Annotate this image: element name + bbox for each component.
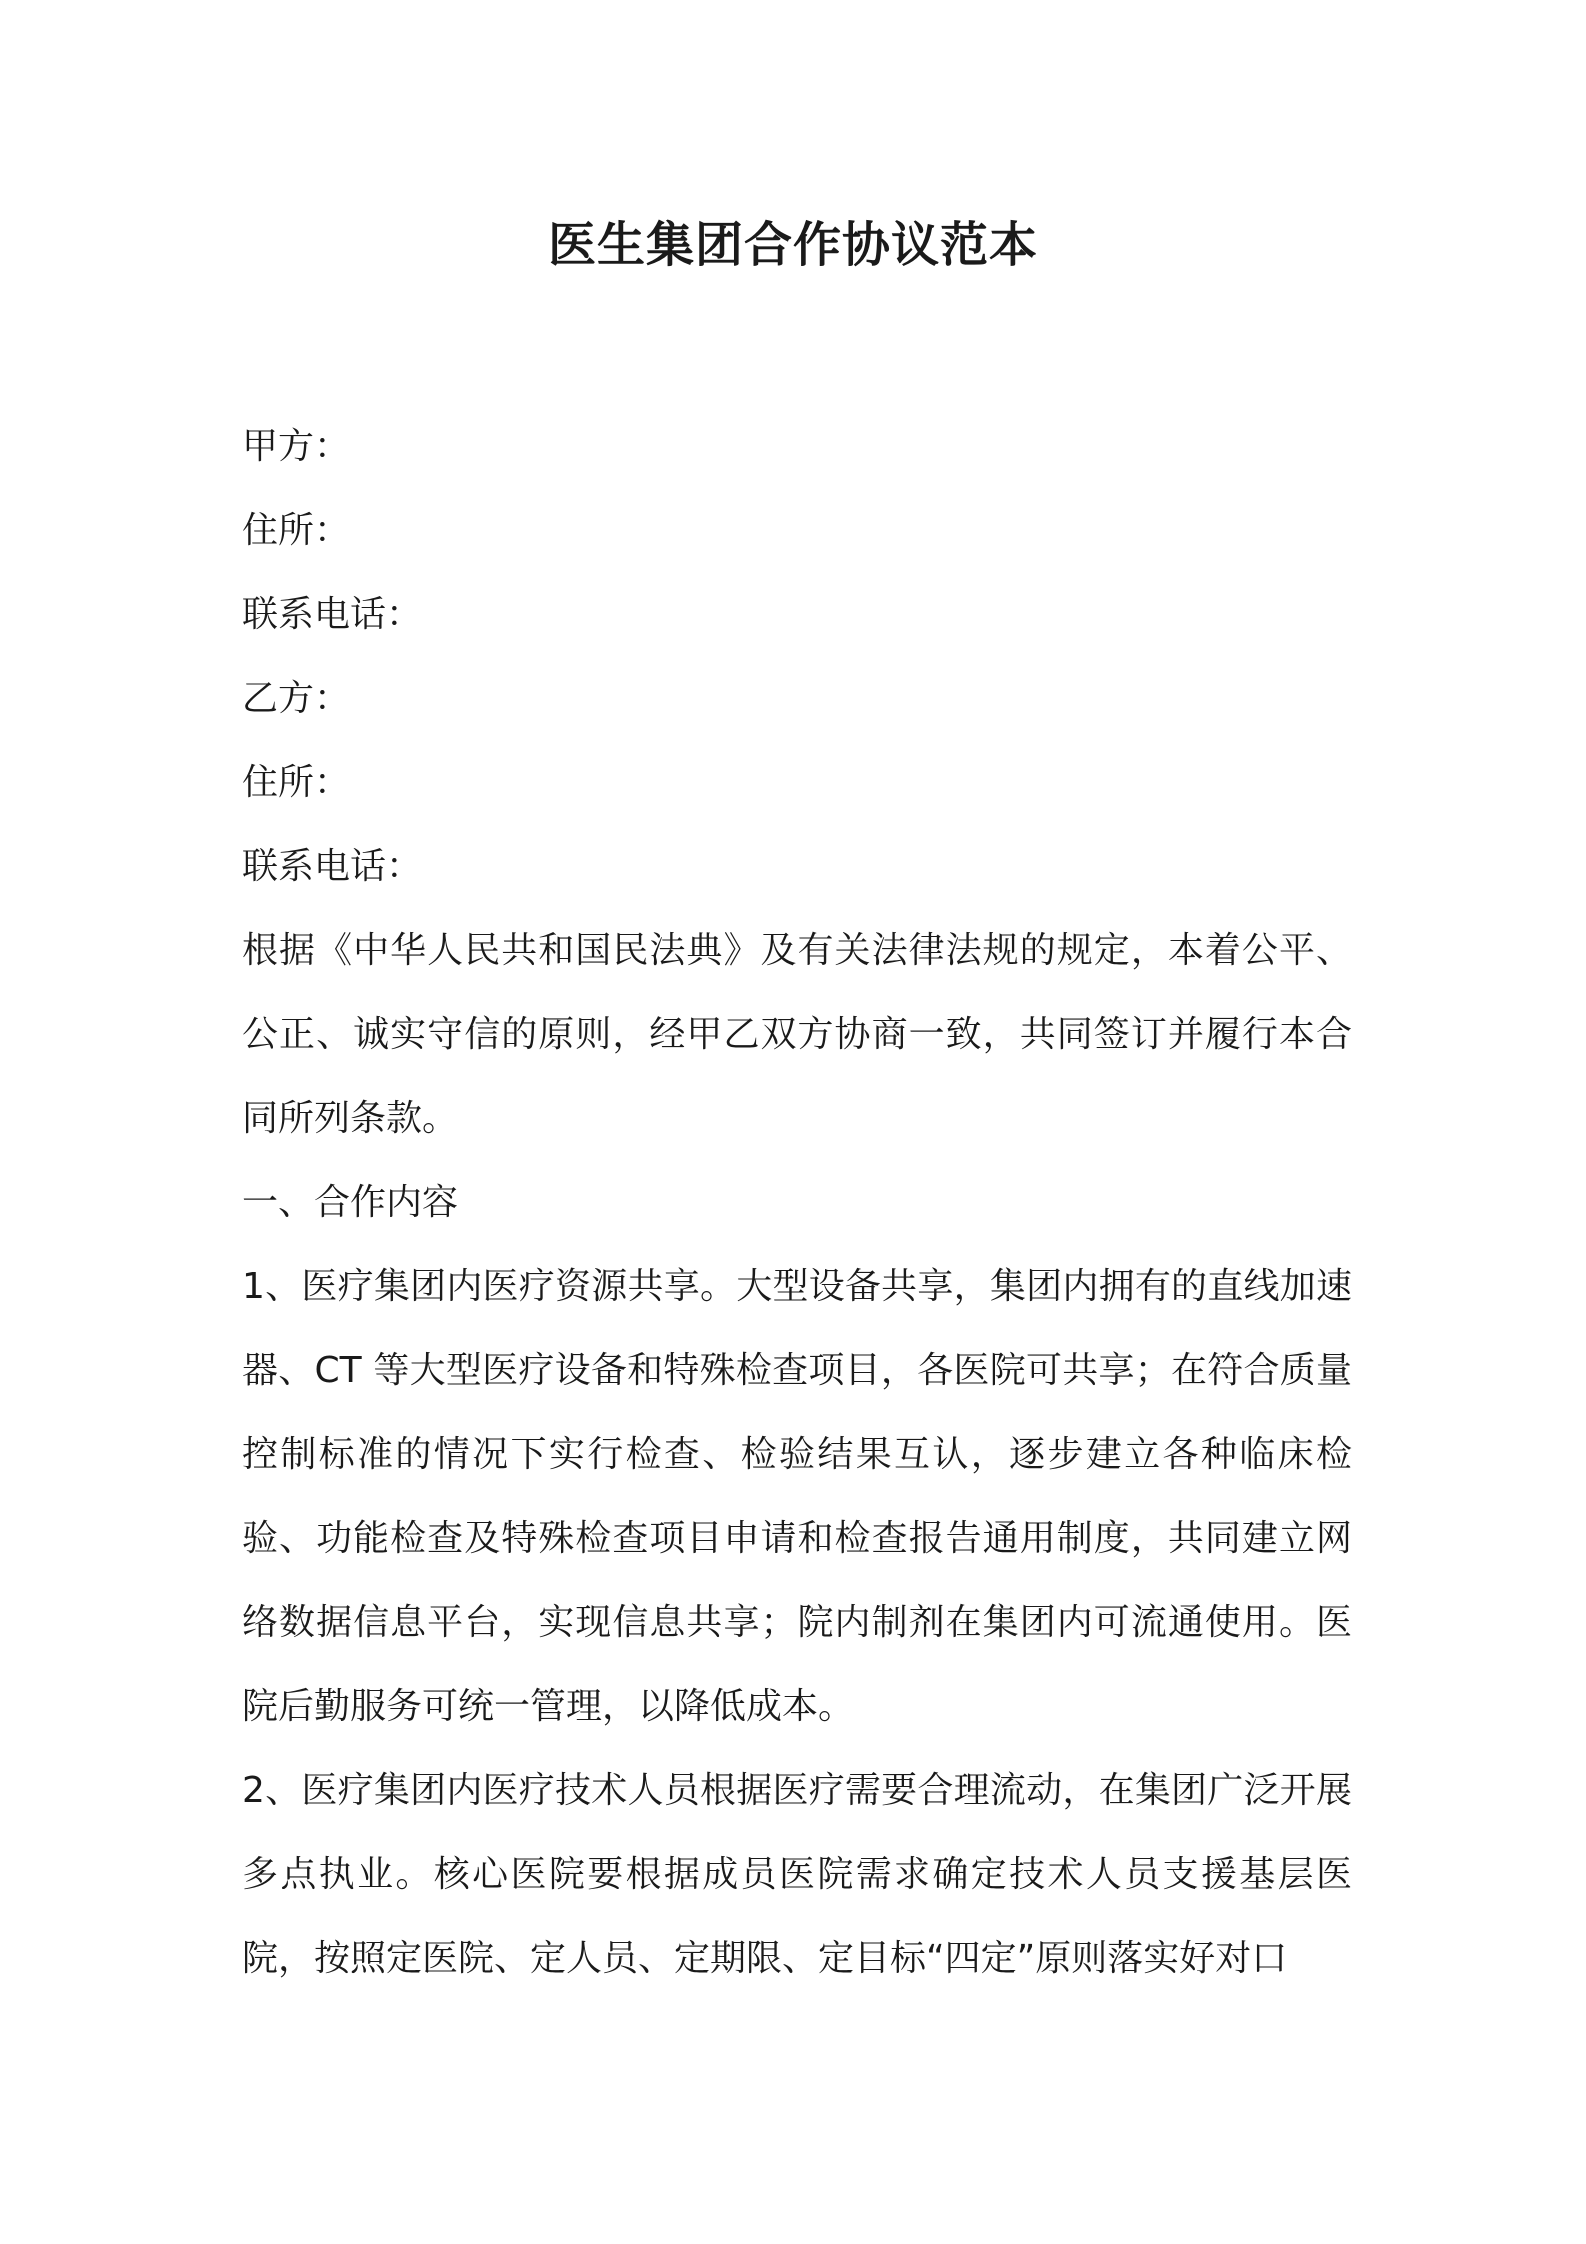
party-a-phone-label: 联系电话：: [242, 594, 423, 635]
party-b-phone-label: 联系电话：: [242, 846, 423, 887]
document-body: [242, 405, 1352, 2001]
party-b-address-label: 住所：: [242, 762, 351, 803]
section-heading-cooperation: 一、合作内容: [242, 1182, 459, 1223]
clause-1-paragraph: 1、医疗集团内医疗资源共享。大型设备共享，集团内拥有的直线加速器、CT 等大型医疗设备和特殊检查项目，各医院可共享；在符合质量控制标准的情况下实行检查、检验结果互认，逐步建立各种临床检验、功能检查及特殊检查项目申请和检查报告通用制度，共同建立网络数据信息平台，实现信息共享；院内制剂在集团内可流通使用。医院后勤服务可统一管理，以降低成本。: [242, 1266, 1352, 1727]
party-b-label: 乙方：: [242, 678, 351, 719]
preamble-paragraph: 根据《中华人民共和国民法典》及有关法律法规的规定，本着公平、公正、诚实守信的原则，经甲乙双方协商一致，共同签订并履行本合同所列条款。: [242, 930, 1352, 1139]
party-a-label: 甲方：: [242, 426, 351, 467]
party-a-address-label: 住所：: [242, 510, 351, 551]
clause-2-paragraph: 2、医疗集团内医疗技术人员根据医疗需要合理流动，在集团广泛开展多点执业。核心医院要根据成员医院需求确定技术人员支援基层医院，按照定医院、定人员、定期限、定目标“四定”原则落实好对口: [242, 1770, 1352, 1979]
document-title: 医生集团合作协议范本: [547, 217, 1038, 273]
